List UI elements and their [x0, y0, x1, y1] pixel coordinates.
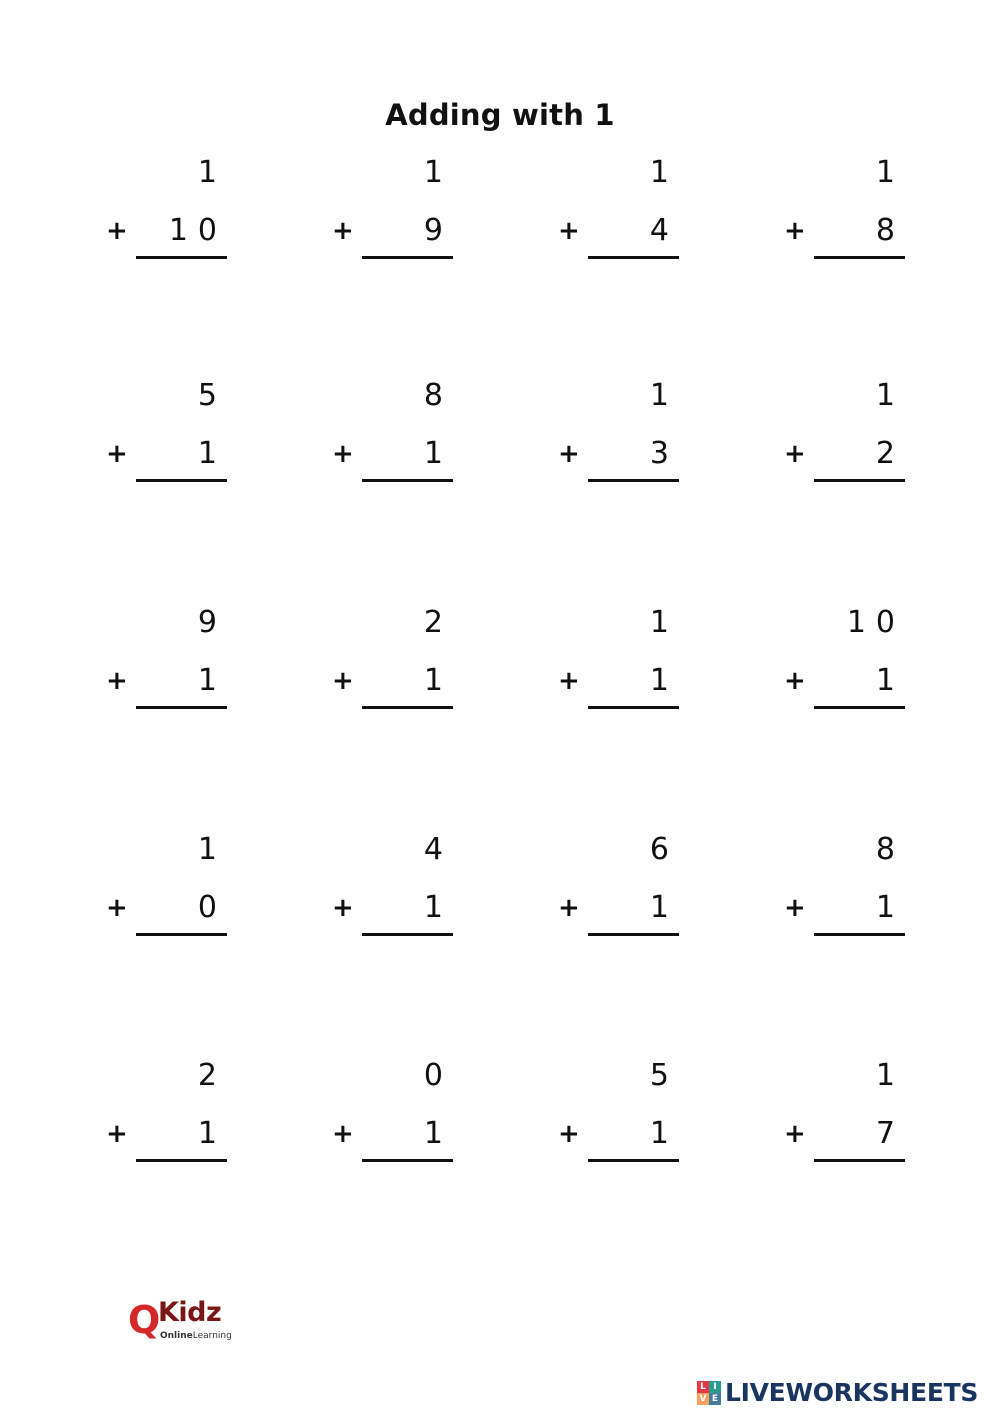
answer-line — [362, 256, 453, 259]
addition-problem — [705, 605, 905, 745]
answer-line — [814, 479, 905, 482]
top-addend: 2 — [197, 1058, 227, 1093]
addition-problem — [253, 605, 453, 745]
answer-line — [136, 1159, 227, 1162]
bottom-addend: 1 — [197, 1116, 227, 1151]
plus-sign: + — [784, 216, 806, 246]
plus-sign: + — [106, 216, 128, 246]
bottom-addend: 1 — [875, 890, 905, 925]
bottom-addend: 7 — [875, 1116, 905, 1151]
top-addend: 5 — [649, 1058, 679, 1093]
addition-problem — [705, 832, 905, 972]
answer-line — [136, 933, 227, 936]
liveworksheets-text: LIVEWORKSHEETS — [725, 1378, 979, 1407]
top-addend: 1 — [423, 155, 453, 190]
plus-sign: + — [558, 666, 580, 696]
bottom-addend: 1 — [649, 1116, 679, 1151]
plus-sign: + — [558, 893, 580, 923]
answer-line — [362, 706, 453, 709]
bottom-addend: 3 — [649, 436, 679, 471]
bottom-addend: 0 — [197, 890, 227, 925]
top-addend: 6 — [649, 832, 679, 867]
top-addend: 1 — [197, 832, 227, 867]
top-addend: 8 — [875, 832, 905, 867]
plus-sign: + — [558, 1119, 580, 1149]
top-addend: 2 — [423, 605, 453, 640]
page-title: Adding with 1 — [385, 98, 615, 132]
bottom-addend: 1 — [423, 663, 453, 698]
qkidz-logo — [128, 1298, 248, 1348]
bottom-addend: 4 — [649, 213, 679, 248]
bottom-addend: 1 — [649, 890, 679, 925]
bottom-addend: 10 — [168, 213, 227, 248]
qkidz-logo-tagline — [160, 1330, 232, 1342]
plus-sign: + — [106, 893, 128, 923]
answer-line — [362, 933, 453, 936]
addition-problem — [705, 155, 905, 295]
plus-sign: + — [106, 1119, 128, 1149]
liveworksheets-icon-letter: V — [697, 1393, 709, 1405]
top-addend: 1 — [649, 378, 679, 413]
answer-line — [136, 479, 227, 482]
answer-line — [814, 933, 905, 936]
plus-sign: + — [784, 666, 806, 696]
answer-line — [814, 256, 905, 259]
addition-problem — [479, 1058, 679, 1198]
bottom-addend: 8 — [875, 213, 905, 248]
liveworksheets-icon — [697, 1381, 721, 1405]
qkidz-tagline-bold: Online — [160, 1331, 193, 1341]
answer-line — [588, 479, 679, 482]
addition-problem — [27, 1058, 227, 1198]
bottom-addend: 1 — [649, 663, 679, 698]
addition-problem — [253, 832, 453, 972]
top-addend: 10 — [846, 605, 905, 640]
addition-problem — [253, 155, 453, 295]
top-addend: 4 — [423, 832, 453, 867]
addition-problem — [479, 605, 679, 745]
plus-sign: + — [332, 666, 354, 696]
addition-problem — [27, 378, 227, 518]
addition-problem — [253, 1058, 453, 1198]
addition-problem — [27, 832, 227, 972]
bottom-addend: 1 — [423, 890, 453, 925]
bottom-addend: 1 — [423, 1116, 453, 1151]
qkidz-logo-mark: Q — [128, 1298, 161, 1342]
top-addend: 1 — [875, 155, 905, 190]
addition-problem — [479, 832, 679, 972]
plus-sign: + — [558, 439, 580, 469]
answer-line — [588, 933, 679, 936]
top-addend: 9 — [197, 605, 227, 640]
plus-sign: + — [332, 216, 354, 246]
top-addend: 1 — [197, 155, 227, 190]
answer-line — [588, 706, 679, 709]
top-addend: 8 — [423, 378, 453, 413]
qkidz-tagline-rest: Learning — [192, 1331, 232, 1341]
liveworksheets-icon-letter: L — [697, 1381, 709, 1393]
bottom-addend: 1 — [197, 663, 227, 698]
top-addend: 1 — [649, 155, 679, 190]
plus-sign: + — [332, 893, 354, 923]
plus-sign: + — [106, 666, 128, 696]
plus-sign: + — [784, 893, 806, 923]
top-addend: 1 — [875, 1058, 905, 1093]
plus-sign: + — [332, 1119, 354, 1149]
addition-problem — [705, 378, 905, 518]
addition-problem — [253, 378, 453, 518]
addition-problem — [705, 1058, 905, 1198]
answer-line — [588, 1159, 679, 1162]
top-addend: 0 — [423, 1058, 453, 1093]
addition-problem — [479, 155, 679, 295]
addition-problem — [27, 605, 227, 745]
plus-sign: + — [558, 216, 580, 246]
plus-sign: + — [106, 439, 128, 469]
top-addend: 1 — [649, 605, 679, 640]
answer-line — [136, 706, 227, 709]
answer-line — [136, 256, 227, 259]
liveworksheets-logo — [697, 1376, 978, 1410]
top-addend: 1 — [875, 378, 905, 413]
bottom-addend: 1 — [423, 436, 453, 471]
bottom-addend: 1 — [875, 663, 905, 698]
bottom-addend: 9 — [423, 213, 453, 248]
plus-sign: + — [784, 1119, 806, 1149]
answer-line — [814, 1159, 905, 1162]
answer-line — [362, 1159, 453, 1162]
answer-line — [588, 256, 679, 259]
answer-line — [814, 706, 905, 709]
plus-sign: + — [784, 439, 806, 469]
plus-sign: + — [332, 439, 354, 469]
bottom-addend: 1 — [197, 436, 227, 471]
answer-line — [362, 479, 453, 482]
liveworksheets-icon-letter: I — [709, 1381, 721, 1393]
top-addend: 5 — [197, 378, 227, 413]
qkidz-logo-name: Kidz — [158, 1297, 222, 1328]
bottom-addend: 2 — [875, 436, 905, 471]
addition-problem — [27, 155, 227, 295]
addition-problem — [479, 378, 679, 518]
liveworksheets-icon-letter: E — [709, 1393, 721, 1405]
